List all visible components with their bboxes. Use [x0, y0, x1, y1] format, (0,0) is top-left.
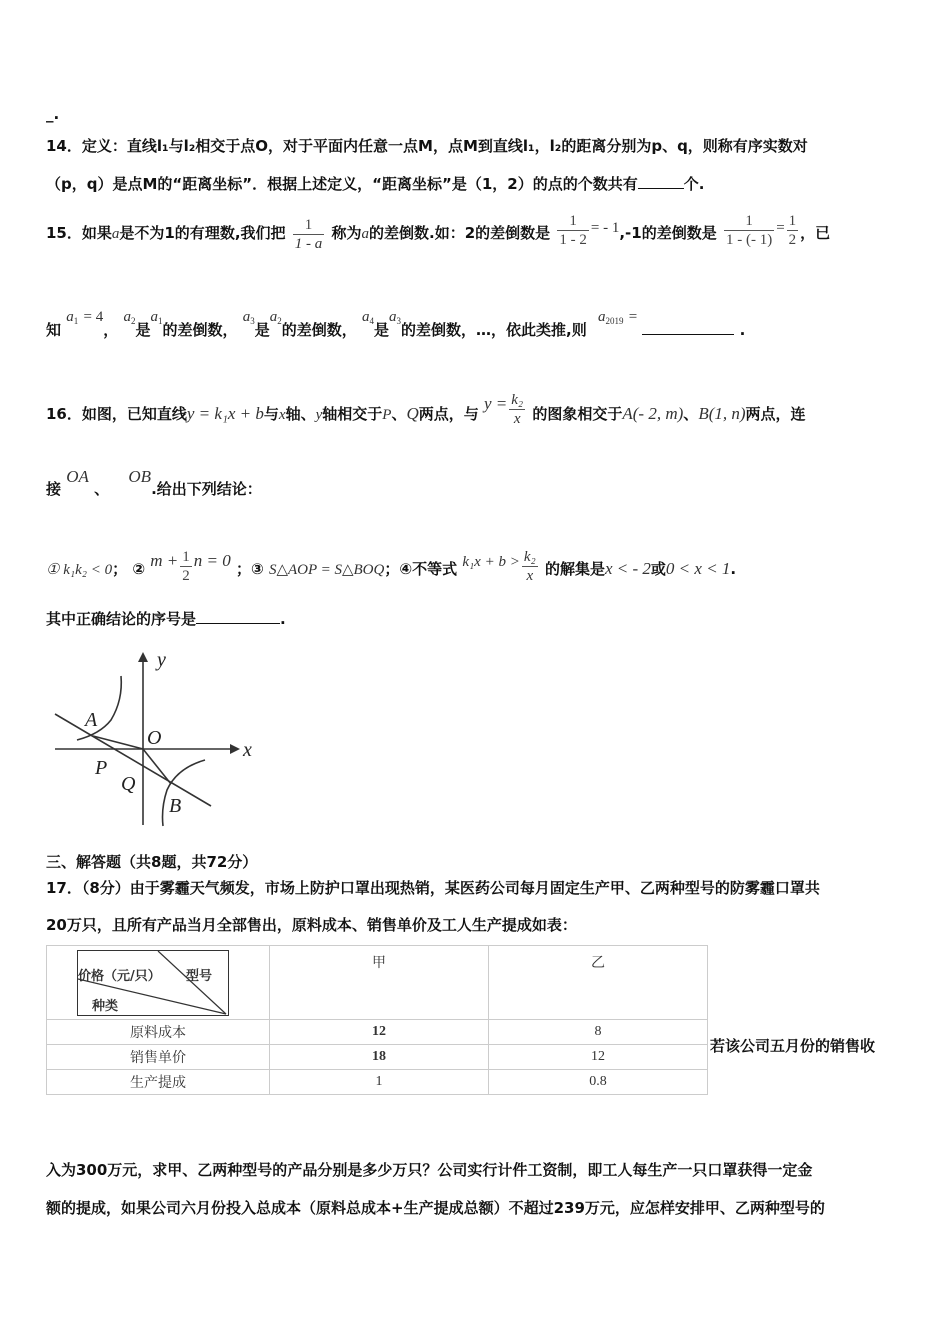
- period: .: [730, 560, 737, 578]
- period: .: [739, 321, 746, 339]
- q15-text: 的差倒数，: [162, 321, 238, 339]
- conclusion-2-rhs: n = 0: [193, 551, 231, 570]
- segment-oa: [93, 736, 143, 749]
- cell-jia: 12: [270, 1020, 489, 1045]
- segment-ob: OB: [128, 467, 152, 486]
- hyperbola-fraction: $\frac{\text{k₂}}{x}$: [511, 392, 524, 427]
- cell-yi: 8: [489, 1020, 708, 1045]
- answer-blank: [642, 320, 734, 335]
- point-b-coords: B(1, n): [698, 404, 746, 423]
- semicolon: ；: [235, 560, 251, 578]
- label-q: Q: [121, 773, 136, 795]
- inequality-fraction: $\frac{\text{k₂}}{x}$: [523, 549, 536, 584]
- fraction-half: $\frac{1}{2}$: [182, 549, 190, 584]
- comma: ，: [103, 321, 119, 339]
- q17-line4: 额的提成，如果公司六月份投入总成本（原料总成本+生产提成总额）不超过239万元，应怎样安排甲、乙两种型号的: [46, 1199, 825, 1217]
- q16-answer-prompt: [46, 609, 286, 629]
- fraction-diff-reciprocal: $\frac{1}{1 - a}$: [294, 217, 323, 252]
- var-x: x: [278, 407, 286, 423]
- label-o: O: [147, 727, 162, 749]
- point-a-coords: A(- 2, m): [622, 404, 684, 423]
- answer-blank: [638, 174, 684, 189]
- var-a: a: [111, 226, 120, 242]
- conclusion-1: ① k₁k₂ < 0: [46, 562, 113, 578]
- q15-text: 是: [135, 321, 151, 339]
- y-axis-arrow-icon: [138, 652, 148, 662]
- separator: 、: [683, 405, 699, 423]
- table-corner-header: [47, 946, 270, 1020]
- q16-text: 的解集是: [544, 560, 605, 578]
- fraction-example1: $\frac{1}{1 - 2}$: [559, 213, 587, 248]
- equals: =: [628, 309, 638, 325]
- point-q: Q: [406, 404, 419, 423]
- q14-line2-end: 个.: [683, 175, 705, 193]
- q16-text: 16．如图，已知直线: [46, 405, 187, 423]
- conclusion-4-label: ④不等式: [399, 560, 458, 578]
- q14-line1: 14．定义：直线l₁与l₂相交于点O，对于平面内任意一点M，点M到直线l₁，l₂的距离分别为p、q，则称有序实数对: [46, 137, 808, 155]
- cell-jia: 1: [270, 1070, 489, 1095]
- fraction-half: $\frac{1}{2}$: [788, 213, 797, 248]
- q15-text: …，依此类推,则: [476, 321, 587, 339]
- row-label: 原料成本: [47, 1020, 270, 1045]
- q16-text: 轴相交于: [322, 405, 383, 423]
- row-label: 销售单价: [47, 1045, 270, 1070]
- label-y: y: [157, 649, 166, 671]
- q14-line2-text: （p，q）是点M的“距离坐标”．根据上述定义，“距离坐标”是（1，2）的点的个数共有: [46, 175, 638, 193]
- q15-text: ,-1的差倒数是: [619, 224, 717, 242]
- q16-text: .给出下列结论：: [151, 480, 262, 498]
- label-b: B: [169, 795, 182, 817]
- a2019: a: [597, 309, 606, 325]
- label-x: x: [243, 739, 252, 761]
- a1: a: [66, 309, 74, 325]
- price-table: [46, 945, 708, 1095]
- section-title: 三、解答题（共8题，共72分）: [46, 853, 258, 871]
- label-a: A: [85, 709, 98, 731]
- conclusion-3-label: ③: [251, 560, 264, 578]
- or: 或: [650, 560, 666, 578]
- separator: 、: [391, 405, 407, 423]
- q16-text: 其中正确结论的序号是: [46, 610, 197, 628]
- q16-text: 轴、: [285, 405, 316, 423]
- hyperbola-y: y =: [483, 394, 508, 413]
- period: .: [280, 610, 286, 628]
- q17-side-text: 若该公司五月份的销售收: [710, 1037, 876, 1055]
- x-axis-arrow-icon: [230, 744, 240, 754]
- q16-conclusions: [46, 548, 736, 585]
- segment-oa: OA: [66, 467, 89, 486]
- q16-text: 两点，连: [745, 405, 806, 423]
- previous-question-fragment: _.: [46, 105, 60, 123]
- q15-line1: [46, 212, 830, 253]
- q15-text: 是不为1的有理数,我们把: [119, 224, 286, 242]
- q15-text: 的差倒数，: [401, 321, 477, 339]
- table-row: [47, 1045, 708, 1070]
- q14-line2: [46, 174, 704, 194]
- q15-text: ，已: [800, 224, 831, 242]
- conclusion-3: S△AOP = S△BOQ: [268, 562, 385, 578]
- row-label: 生产提成: [47, 1070, 270, 1095]
- q16-text: 的图象相交于: [532, 405, 623, 423]
- var-a: a: [361, 226, 369, 242]
- separator: 、: [94, 480, 110, 498]
- cell-yi: 12: [489, 1045, 708, 1070]
- semicolon: ；: [112, 560, 128, 578]
- q15-text: 知: [46, 321, 62, 339]
- equals: =: [776, 220, 785, 236]
- table-row: [47, 1020, 708, 1045]
- label-p: P: [95, 757, 108, 779]
- q15-text: 是: [254, 321, 270, 339]
- a2019-subscript: 2019: [605, 316, 624, 326]
- cell-jia: 18: [270, 1045, 489, 1070]
- q16-text: 两点，与: [418, 405, 479, 423]
- q16-text: 接: [46, 480, 62, 498]
- segment-ob: [143, 749, 171, 784]
- solution-range-2: 0 < x < 1: [665, 559, 731, 578]
- header-category: 种类: [92, 999, 119, 1014]
- fraction-example2: $\frac{1}{1 - (- 1)}$: [725, 213, 773, 248]
- q16-line2: [46, 467, 262, 499]
- column-header-jia: 甲: [270, 946, 489, 1020]
- q15-text: 是: [373, 321, 389, 339]
- q15-text: 称为: [331, 224, 362, 242]
- a1-value: = 4: [83, 309, 104, 325]
- table-row: [47, 1070, 708, 1095]
- q17-line1: 17．（8分）由于雾霾天气频发，市场上防护口罩出现热销，某医药公司每月固定生产甲、乙两种型号的防雾霾口罩共: [46, 879, 820, 897]
- q16-text: 与: [263, 405, 279, 423]
- q17-line2: 20万只，且所有产品当月全部售出，原料成本、销售单价及工人生产提成如表：: [46, 916, 577, 934]
- q17-line3: 入为300万元，求甲、乙两种型号的产品分别是多少万只？公司实行计件工资制，即工人每生产一只口罩获得一定金: [46, 1161, 813, 1179]
- table-header-row: [47, 946, 708, 1020]
- line-equation: y = k₁x + b: [186, 404, 264, 423]
- q15-text: 15．如果: [46, 224, 112, 242]
- q15-text: 的差倒数.如：2的差倒数是: [369, 224, 551, 242]
- inequality-lhs: k₁x + b >: [462, 554, 520, 570]
- example1-result: = - 1: [590, 220, 620, 236]
- q16-line1: [46, 391, 806, 428]
- column-header-yi: 乙: [489, 946, 708, 1020]
- answer-blank: [196, 609, 280, 624]
- solution-range-1: x < - 2: [604, 559, 651, 578]
- var-y: y: [315, 407, 323, 423]
- coordinate-figure: [45, 640, 275, 840]
- q15-text: 的差倒数，: [281, 321, 357, 339]
- point-p: P: [382, 407, 392, 423]
- semicolon: ；: [384, 560, 400, 578]
- q15-line2: 知 $a_1 = 4$， $a_2$是$a_1$的差倒数， $a_3$是$a_2$的差倒数， $a_4$是$a_3$的差倒数，…，依此类推,则 $a_{2019}$ = .: [46, 309, 746, 339]
- conclusion-2-lhs: m +: [150, 551, 179, 570]
- header-price-unit: 价格（元/只）: [78, 969, 161, 984]
- header-model: 型号: [186, 969, 213, 984]
- cell-yi: 0.8: [489, 1070, 708, 1095]
- conclusion-2-label: ②: [132, 560, 146, 578]
